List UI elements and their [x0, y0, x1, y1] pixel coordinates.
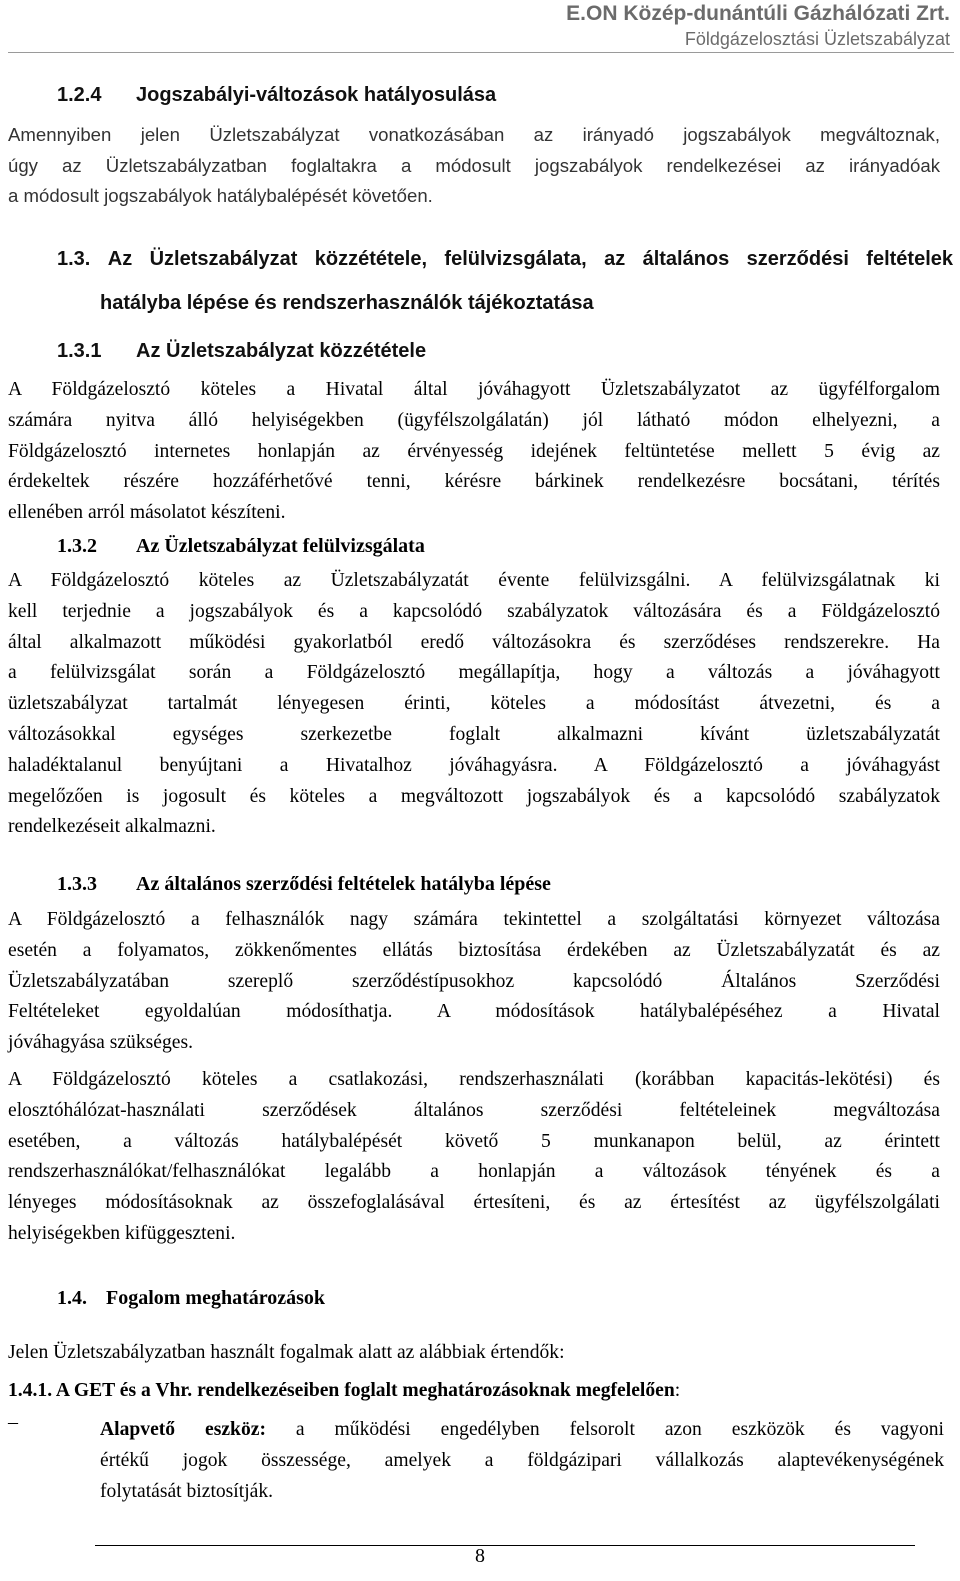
text-line: esetén a folyamatos, zökkenőmentes ellátás biztosítása érdekében az Üzletszabályzatát és az: [8, 939, 940, 961]
text-line: Amennyiben jelen Üzletszabályzat vonatkozásában az irányadó jogszabályok megváltoznak,: [8, 124, 940, 145]
text-line: úgy az Üzletszabályzatban foglaltakra a módosult jogszabályok rendelkezései az irányadóak: [8, 154, 940, 176]
text-line: kell terjednie a jogszabályok és a kapcsolódó szabályzatok változására és a Földgázelosztó: [8, 600, 940, 622]
definition-term: Alapvető eszköz:: [100, 1419, 266, 1440]
heading-1-3: [57, 248, 953, 271]
subsection-colon: :: [674, 1380, 681, 1401]
heading-1-3-line2: hatályba lépése és rendszerhasználók tájékoztatása: [100, 292, 594, 314]
text-line: számára nyitva álló helyiségekben (ügyfélszolgálatán) jól látható módon elhelyezni, a: [8, 409, 940, 431]
heading-title: Az általános szerződési feltételek hatályba lépése: [136, 873, 551, 895]
heading-1-3-2: [57, 535, 425, 558]
text-line: A Földgázelosztó köteles a csatlakozási, rendszerhasználati (korábban kapacitás-lekötési) és: [8, 1069, 940, 1090]
text-line: a módosult jogszabályok hatálybalépését követően.: [8, 185, 433, 206]
heading-1-3-1: [57, 340, 426, 363]
heading-number: 1.4.: [57, 1287, 87, 1309]
definition-line: értékű jogok összessége, amelyek a földgázipari vállalkozás alaptevékenységének: [100, 1449, 944, 1471]
heading-title: Jogszabályi-változások hatályosulása: [136, 84, 497, 106]
text-line: Földgázelosztó internetes honlapján az érvényesség idejének feltüntetése mellett 5 évig az: [8, 440, 940, 462]
text-line: helyiségekben kifüggeszteni.: [8, 1222, 236, 1244]
text-line: rendszerhasználókat/felhasználókat legalább a honlapján a változások tényének és a: [8, 1161, 940, 1183]
definition-line: [100, 1415, 944, 1446]
header-divider: [8, 52, 954, 53]
heading-title: Fogalom meghatározások: [106, 1287, 326, 1309]
heading-1-3-3: [57, 873, 551, 896]
paragraph-1-2-4: [8, 120, 940, 212]
text-line: változásokkal egységes szerkezetbe foglalt alkalmazni kívánt üzletszabályzatát: [8, 723, 940, 745]
header-subtitle: Földgázelosztási Üzletszabályzat: [684, 29, 950, 49]
definition-text: a működési engedélyben felsorolt azon eszközök és vagyoni: [295, 1419, 945, 1440]
text-line: elosztóhálózat-használati szerződések általános szerződési feltételeinek megváltozása: [8, 1099, 940, 1121]
heading-title: Az Üzletszabályzat felülvizsgálata: [136, 535, 425, 557]
heading-1-2-4: [57, 84, 496, 107]
heading-number: 1.2.4: [57, 84, 102, 106]
heading-number: 1.3.3: [57, 873, 97, 895]
text-line: által alkalmazott működési gyakorlatból eredő változásokra és szerződéses rendszerekre. Ha: [8, 631, 940, 653]
text-line: Feltételeket egyoldalúan módosíthatja. A módosítások hatálybalépéséhez a Hivatal: [8, 1001, 940, 1023]
text-line: Üzletszabályzatában szereplő szerződéstípusokhoz kapcsolódó Általános Szerződési: [8, 970, 940, 992]
text-line: haladéktalanul benyújtani a Hivatalhoz jóváhagyásra. A Földgázelosztó a jóváhagyást: [8, 754, 940, 776]
heading-number: 1.3.1: [57, 340, 102, 362]
heading-number: 1.3.: [57, 248, 91, 270]
text-line: rendelkezéseit alkalmazni.: [8, 816, 216, 838]
text-line: megelőzően is jogosult és köteles a megváltozott jogszabályok és a kapcsolódó szabályzatok: [8, 785, 940, 807]
text-line: A Földgázelosztó köteles az Üzletszabályzatát évente felülvizsgálni. A felülvizsgálatnak ki: [8, 570, 940, 591]
text-line: a felülvizsgálat során a Földgázelosztó megállapítja, hogy a változás a jóváhagyott: [8, 662, 940, 684]
definitions-intro: Jelen Üzletszabályzatban használt fogalmak alatt az alábbiak értendők:: [8, 1342, 565, 1363]
text-line: esetében, a változás hatálybalépését követő 5 munkanapon belül, az érintett: [8, 1130, 940, 1152]
text-line: A Földgázelosztó köteles a Hivatal által jóváhagyott Üzletszabályzatot az ügyfélforgalom: [8, 379, 940, 400]
text-line: A Földgázelosztó a felhasználók nagy számára tekintettel a szolgáltatási környezet változása: [8, 909, 940, 930]
page-number: 8: [475, 1545, 485, 1567]
definition-line: folytatását biztosítják.: [100, 1480, 274, 1502]
heading-title: Az Üzletszabályzat közzététele: [136, 340, 427, 362]
heading-1-4: [57, 1287, 325, 1310]
subsection-title: 1.4.1. A GET és a Vhr. rendelkezéseiben foglalt meghatározásoknak megfelelően: [8, 1380, 675, 1401]
text-line: jóváhagyása szükséges.: [8, 1032, 193, 1054]
paragraph-1-3-2: [8, 566, 940, 843]
paragraph-1-3-1: [8, 375, 940, 529]
text-line: érdekeltek részére hozzáférhetővé tenni, kérésre bárkinek rendelkezésre bocsátani, térítés: [8, 471, 940, 493]
heading-number: 1.3.2: [57, 535, 97, 557]
paragraph-1-3-3-a: [8, 905, 940, 1059]
text-line: ellenében arról másolatot készíteni.: [8, 502, 286, 524]
paragraph-1-3-3-b: [8, 1065, 940, 1250]
definition-item: [100, 1415, 944, 1507]
subsection-1-4-1: [8, 1376, 680, 1407]
header-company: E.ON Közép-dunántúli Gázhálózati Zrt.: [566, 2, 950, 25]
text-line: üzletszabályzat tartalmát lényegesen érinti, köteles a módosítást átvezetni, és a: [8, 693, 940, 715]
text-line: lényeges módosításoknak az összefoglalásával értesíteni, és az értesítést az ügyfélszolgálati: [8, 1192, 940, 1214]
bullet-dash: –: [8, 1411, 18, 1433]
heading-title-line1: Az Üzletszabályzat közzététele, felülvizsgálata, az általános szerződési feltételek: [107, 248, 954, 270]
